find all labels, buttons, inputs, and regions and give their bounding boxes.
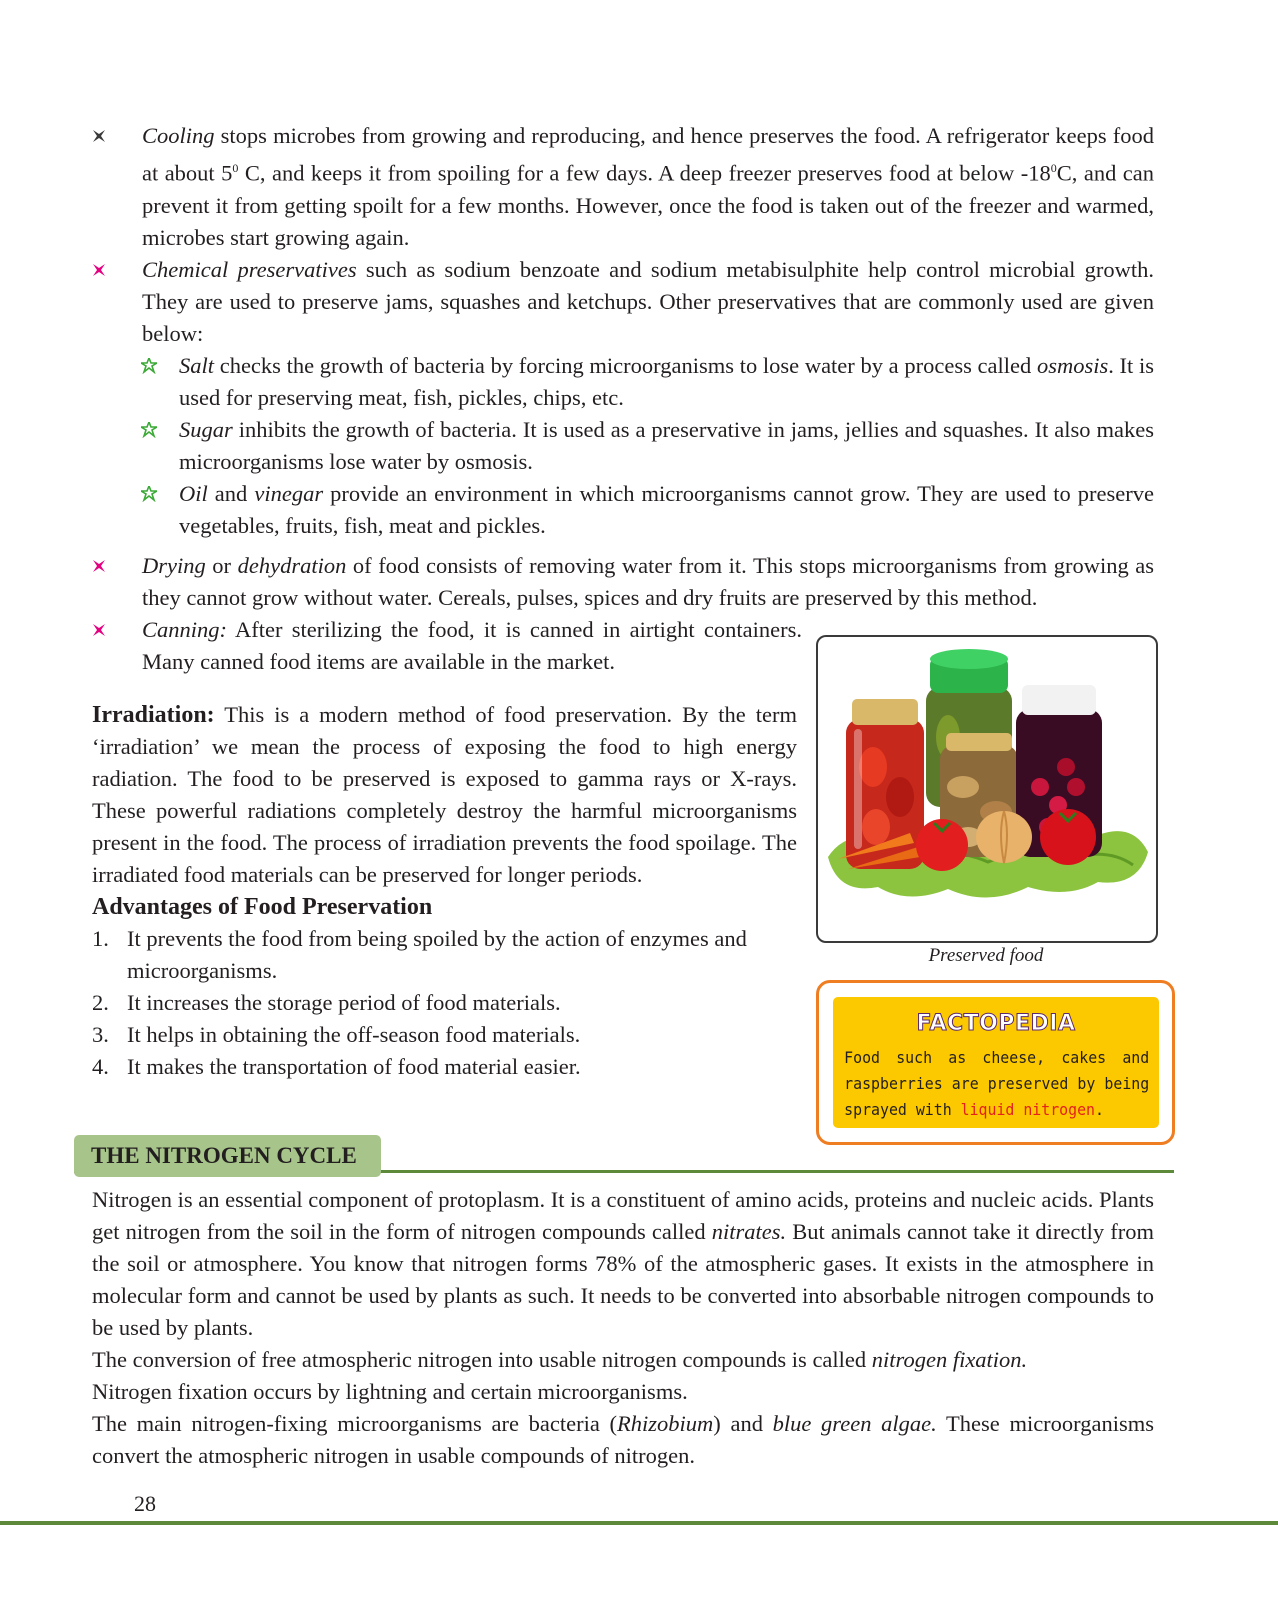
nitrogen-paragraph-4: The main nitrogen-fixing microorganisms are bacteria (Rhizobium) and blue green algae. These microorganisms convert the atmospheric nitrogen in usable compounds of nitrogen. — [92, 1411, 1155, 1468]
cross-bullet-icon — [92, 614, 110, 646]
bullet-cooling: Cooling stops microbes from growing and reproducing, and hence preserves the food. A refrigerator keeps food at about $5^0$ C, and keeps it from spoiling for a few days. A deep freezer preserves food at below $-18^0C$, and can prevent it from getting spoilt for a few months. However, once the food is taken out of the freezer and warmed, microbes start growing again. — [92, 120, 1154, 254]
nitrogen-paragraph-3: Nitrogen fixation occurs by lightning and certain microorganisms. — [92, 1379, 688, 1404]
term-cooling: Cooling — [142, 123, 215, 148]
preserved-food-image — [816, 635, 1158, 943]
star-bullet-icon — [141, 350, 159, 382]
sub-bullet-sugar: Sugar inhibits the growth of bacteria. It is used as a preservative in jams, jellies and squashes. It also makes microorganisms lose water by osmosis. — [92, 414, 1154, 478]
bullet-canning: Canning: After sterilizing the food, it is canned in airtight containers. Many canned food items are available in the market. — [92, 614, 802, 678]
nitrogen-paragraph-2: The conversion of free atmospheric nitrogen into usable nitrogen compounds is called nitrogen fixation. — [92, 1347, 1028, 1372]
bullet-chemical-preservatives: Chemical preservatives such as sodium benzoate and sodium metabisulphite help control microbial growth. They are used to preserve jams, squashes and ketchups. Other preservatives that are commonly used are given below: — [92, 254, 1154, 350]
sub-bullet-oil-vinegar: Oil and vinegar provide an environment in which microorganisms cannot grow. They are used to preserve vegetables, fruits, fish, meat and pickles. — [92, 478, 1154, 542]
preservation-methods-list — [92, 120, 1154, 678]
nitrogen-cycle-section — [92, 1184, 1154, 1472]
irradiation-section — [92, 699, 797, 1083]
cross-bullet-icon — [92, 254, 110, 286]
section-heading-nitrogen-cycle: THE NITROGEN CYCLE — [74, 1135, 381, 1177]
list-item: 3. It helps in obtaining the off-season food materials. — [92, 1022, 581, 1047]
nitrogen-paragraph-1: Nitrogen is an essential component of protoplasm. It is a constituent of amino acids, proteins and nucleic acids. Plants get nitrogen from the soil in the form of nitrogen compounds called nitrates. But animals cannot take it directly from the soil or atmosphere. You know that nitrogen forms 78% of the atmospheric gases. It exists in the atmosphere in molecular form and cannot be used by plants as such. It needs to be converted into absorbable nitrogen compounds to be used by plants. — [92, 1187, 1154, 1340]
advantages-list — [92, 923, 797, 1083]
factopedia-text: Food such as cheese, cakes and raspberries are preserved by being sprayed with liquid nitrogen. — [844, 1048, 1150, 1119]
page-number: 28 — [134, 1491, 156, 1516]
irradiation-paragraph: Irradiation: This is a modern method of food preservation. By the term ‘irradiation’ we mean the process of exposing the food to high energy radiation. The food to be preserved is exposed to gamma rays or X-rays. These powerful radiations completely destroy the harmful microorganisms present in the food. The process of irradiation prevents the food spoilage. The irradiated food materials can be preserved for longer periods. — [92, 702, 797, 887]
list-item: 2. It increases the storage period of food materials. — [92, 990, 561, 1015]
advantages-heading: Advantages of Food Preservation — [92, 894, 433, 920]
list-item: 1. It prevents the food from being spoiled by the action of enzymes and microorganisms. — [92, 926, 747, 983]
bullet-drying: Drying or dehydration of food consists of removing water from it. This stops microorganisms from growing as they cannot grow without water. Cereals, pulses, spices and dry fruits are preserved by this method. — [92, 550, 1154, 614]
factopedia-panel — [833, 997, 1159, 1128]
star-bullet-icon — [141, 478, 159, 510]
list-item: 4. It makes the transportation of food material easier. — [92, 1054, 581, 1079]
star-bullet-icon — [141, 414, 159, 446]
figure-caption: Preserved food — [928, 945, 1044, 966]
sub-bullet-salt: Salt checks the growth of bacteria by forcing microorganisms to lose water by a process called osmosis. It is used for preserving meat, fish, pickles, chips, etc. — [92, 350, 1154, 414]
cross-bullet-icon — [92, 550, 110, 582]
cross-bullet-icon — [92, 120, 110, 152]
factopedia-box — [816, 980, 1175, 1145]
footer-divider — [0, 1521, 1278, 1525]
factopedia-title: FACTOPEDIA — [916, 1011, 1076, 1036]
